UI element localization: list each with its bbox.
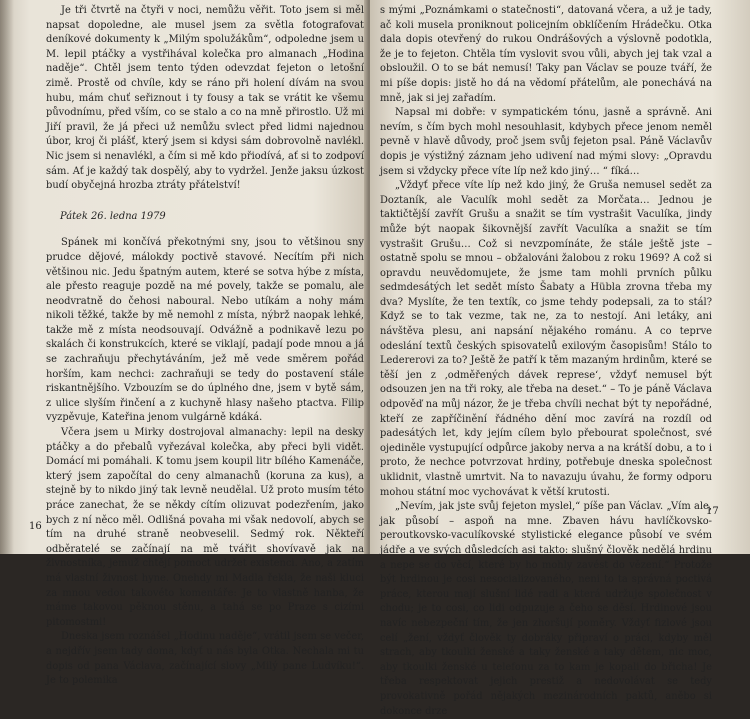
paragraph: Dneska jsem roznášel „Hodinu naděje“, vrátil jsem se večer, a nejdřív jsem tady doma, kdyť u nás byla Otka. Nechala mi tu dopis od pana Václava, začínající slovy „Milý pane Ludvíku!“. Je to polemika: [46, 631, 364, 687]
date-heading: Pátek 26. ledna 1979: [60, 210, 166, 222]
page-number-right: 17: [706, 506, 719, 517]
paragraph: Je tři čtvrtě na čtyři v noci, nemůžu věřit. Toto jsem si měl napsat dopoledne, ale musel jsem za světla fotografovat deníkové dokumenty k „Milým spolužákům“, odpoledne jsem u M. lepil ptáčky a vystřihával kolečka pro almanach „Hodina naděje“. Chtěl jsem tento týden odevzdat fejeton o letošní zimě. Prostě od chvíle, kdy se ráno při holení dívám na svou hubu, mám chuť seřiznout i ty fousy a tak se vrátit ke všemu původnímu, před vším, co se stalo a co na mně přirostlo. Už mi Jiří pravil, že já přeci už nemůžu svlect před lidmi najednou úbor, kroj či plášť, který jsem si kdysi sám dobrovolně navlékl. Nic jsem si nenavlékl, a čím si mě kdo přiodívá, ať si to zodpoví sám. Ať je každý tak dospělý, aby to vydržel. Jenže jaksu úzkost budí obyčejná hrozba ztráty přátelství!: [46, 5, 364, 192]
paragraph: „Vždyť přece víte líp než kdo jiný, že Gruša nemusel sedět za Doztaník, ale Vaculík mohl sedět za Morčata… Jednou je taktičtější zavřít Grušu a snažit se tím vystrašit Vaculíka, jindy může být naopak šikovnější zavřít Vaculíka a snažit se tím vystrašit Grušu… Což si nevzpomínáte, že stále ještě jste – ostatně spolu se mnou – obžalováni žalobou z roku 1969? A což si opravdu neuvědomujete, že jsme tam mohli prvních půlku sedmdesátých let sedět místo Šabaty a Hübla zrovna třeba my dva? Myslíte, že ten textík, co jsme tehdy podepsali, za to stál? Když se to tak vezme, tak ne, za to nestojí. Ani letáky, ani návštěva plesu, ani napsání nějakého románu. A co teprve odeslání textů českých spisovatelů exilovým časopisům! Stálo to Ledererovi za to? Ještě že patří k těm mazaným hrdinům, které se těší jen z ‚odměřených dávek represe‘, vždyť nemusel být odsouzen jen na tři roky, ale třeba na deset.“ – To je páně Václava odpověď na můj názor, že je třeba chvíli nechat být ty nepořádné, kteří ze zapříčinění řádného dění moc zavírá na rozdíl od padesátých let, kdy jejím cílem bylo přebourat společnost, své ojediněle vystupující odpůrce jakoby nerva a na krátší dobu, a to i proto, že nechce potvrzovat hrdiny, potřebuje dneska společnost uklidnit, vlastně umrtvit. Na to navazuju úvahu, že formy odporu mohou státní moc vychovávat k větší krutosti.: [380, 180, 712, 498]
paragraph: Napsal mi dobře: v sympatickém tónu, jasně a správně. Ani nevím, s čím bych mohl nesouhlasit, kdybych přece jenom neměl pevně v hlavě důvody, proč jsem svůj fejeton psal. Páně Václavův dopis je výstižný záznam jeho udivení nad mými slovy: „Opravdu jsem si vždycky přece víte líp než kdo jiný… “ fíká…: [380, 107, 712, 177]
page-edge-shadow: [0, 0, 14, 554]
right-page-text: [380, 4, 712, 719]
paragraph: Včera jsem u Mirky dostrojoval almanachy: lepil na desky ptáčky a do přebalů vyřezával kolečka, aby přeci byli vidět. Domácí mi pomáhali. K tomu jsem koupil litr bílého Kamenáče, který jsem započítal do ceny almanachů (koruna za kus), a stejně by to nikdo jiný tak levně neudělal. Už proto musím této práce zanechat, že se někdy cítím olizuvat podezřením, jako bych z ní něco měl. Odlišná povaha mi však nedovolí, abych se tím na druhé straně neobveselil. Sedmý rok. Někteří odběratelé se začínají na mě tvářit shovívavě jak na živnostníka, jemuž chtějí pomoct udržet existenci. Ano, a zatím má vlastní živnost hyne. Onehdy mi Madla řekla, že naši kluci za mnou vedou takovéto komentáře: Je to vlastně hanba, že máme takovou pěknou stěnu, a tahá se po Praze s cizími pitomostmi!: [46, 427, 364, 628]
paragraph: s mými „Poznámkami o statečnosti“, datovaná včera, a už je tady, ač koli musela proniknout policejním obklíčením Hrádečku. Otka dala dopis otevřený do rukou Ondrášových a výslovně podotkla, že je to fejeton. Chtěla tím vyslovit svou vůli, abych jej tak vzal a obsloužil. O to se bát nemusí! Taky pan Václav se pouze tváří, že mi píše dopis: jistě ho dá na vědomí přátelům, ale ponechává na mně, jak si jej zařadím.: [380, 5, 712, 104]
paragraph: „Nevím, jak jste svůj fejeton myslel,“ píše pan Václav. „Vím ale, jak působí – aspoň na mne. Zbaven hávu havlíčkovsko-peroutkovsko-vaculíkovské stylistické elegance působí ve svém jádře a ve svých důsledcích asi takto: slušný člověk nedělá hrdinu a nepe se do věcí, které by ho mohly zavést do vězení.“ Protože být hrdinou je cosi nesocializovaného, neni to ta správná poctivá práce, kterou mají slušní lidé radi a která udržuje společnost v chodu; je to cosi, co lidi odpuzuje a čeho se děsí. Hrdinové jsou navíc nebezpeční tím, že jen zhoršují poměry. Vždyť fizlové jsou celí „žení, vždyť člověk ty dobráky připraví o práci, kdyby měl strach, aby tkoulki ženské a taky ženské a taky dětem, nic moc, aby tkoulki ženské u telefonu za to kam je kopali do břicha! Je třeba respektovat jejich prestiž a nedovolávat se tedy provokativně pořád nějakých mezinárodních paktů, aněbo si dokonce drze: [380, 501, 712, 717]
page-number-left: 16: [29, 521, 42, 532]
left-page-text: [46, 4, 364, 689]
paragraph: Spánek mi končívá překotnými sny, jsou to většinou sny prudce dějové, málokdy poctivě stavové. Necítím při nich většinou nic. Jedu špatným autem, které se sotva hýbe z místa, ale přesto reaguje pozdě na mé povely, takže se pomalu, ale neodvratně do čehosi naboural. Nebo utíkám a nohy mám nikoli těžké, takže by mě nemohl z místa, nýbrž naopak lehké, takže mě z místa neodsouvají. Odvážně a podnikavě lezu po skalách či konstrukcích, které se viklají, padají pode mnou a já se zachraňuju přechytáváním, jež mě vede směrem pořád horším, kam nechci: zachraňuji se tedy do postavení stále riskantnějšího. Vzbouzím se do úplného dne, jsem v bytě sám, z ulice slyším řinčení a z kuchyně hlasy našeho ptactva. Filip vyzpěvuje, Kateřina jenom vulgárně kdáká.: [46, 237, 364, 424]
right-page: [370, 0, 750, 717]
left-page: [0, 0, 368, 687]
